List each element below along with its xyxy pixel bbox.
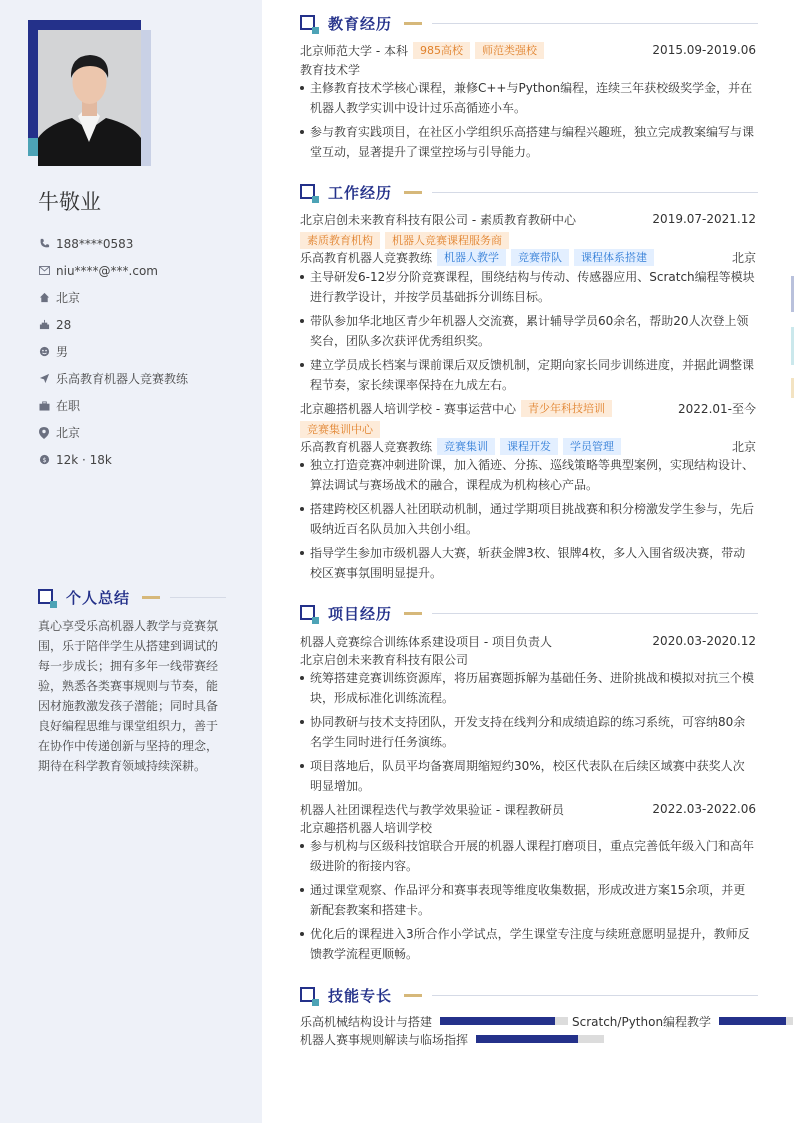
job-bullet: 独立打造竞赛冲刺进阶课，加入循迹、分拣、巡线策略等典型案例，实现结构设计、算法调试与赛场战术的融合，课程成为机构核心产品。: [300, 455, 756, 495]
section-square-icon: [300, 184, 318, 202]
project-bullet: 统筹搭建竞赛训练资源库，将历届赛题拆解为基础任务、进阶挑战和模拟对抗三个模块，形成标准化训练流程。: [300, 668, 756, 708]
job-bullet: 搭建跨校区机器人社团联动机制，通过学期项目挑战赛和积分榜激发学生参与，先后吸纳近百名队员加入共创小组。: [300, 499, 756, 539]
section-gold-accent: [404, 994, 422, 997]
education-date: 2015.09-2019.06: [652, 43, 756, 57]
gender-text: 男: [56, 345, 69, 359]
summary-section-header: [38, 587, 226, 608]
role-tag: 学员管理: [563, 438, 621, 455]
job-bullet: 带队参加华北地区青少年机器人交流赛，累计辅导学员60余名，帮助20人次登上领奖台，团队多次获评优秀组织奖。: [300, 311, 756, 351]
age-text: 28: [56, 317, 72, 332]
company-tag: 竞赛集训中心: [300, 421, 380, 438]
job-date: 2022.01-至今: [678, 401, 756, 416]
job-role-row: [300, 437, 756, 455]
job-target-row: [38, 365, 188, 392]
role-tag: 机器人教学: [437, 249, 506, 266]
project-bullet: 通过课堂观察、作品评分和赛事表现等维度收集数据，形成改进方案15余项，并更新配套教案和搭建卡。: [300, 880, 756, 920]
education-title: 教育经历: [328, 15, 393, 33]
email-text: niu****@***.com: [56, 263, 158, 278]
email-icon: [38, 265, 50, 277]
home-icon: [38, 292, 50, 304]
company-tag: 素质教育机构: [300, 232, 380, 249]
project-bullet: 项目落地后，队员平均备赛周期缩短约30%，校区代表队在后续区域赛中获奖人次明显增加。: [300, 756, 756, 796]
section-divider: [432, 23, 758, 24]
summary-title: 个人总结: [66, 589, 131, 607]
job-role: 乐高教育机器人竞赛教练: [300, 439, 433, 454]
school-tag: 师范类强校: [475, 42, 544, 59]
avatar: [38, 30, 141, 166]
skill-name: 机器人赛事规则解读与临场指挥: [300, 1032, 469, 1047]
skill-item: [300, 1012, 568, 1030]
status-text: 在职: [56, 399, 81, 413]
education-section-header: [300, 13, 758, 34]
gender-icon: [38, 346, 50, 358]
skill-name: Scratch/Python编程教学: [572, 1014, 712, 1029]
section-divider: [170, 597, 226, 598]
section-gold-accent: [142, 596, 160, 599]
project-org: 北京趣搭机器人培训学校: [300, 820, 433, 835]
company-tags-row: [300, 231, 756, 249]
role-tag: 课程体系搭建: [574, 249, 654, 266]
summary-text: 真心享受乐高机器人教学与竞赛氛围，乐于陪伴学生从搭建到调试的每一步成长；拥有多年一线带赛经验，熟悉各类赛事规则与节奏，能因材施教激发孩子潜能；同时具备良好编程思维与课堂组织力，善于在协作中传递创新与坚持的理念，期待在科学教育领域持续深耕。: [38, 619, 219, 773]
project-org: 北京启创未来教育科技有限公司: [300, 652, 469, 667]
project-bullet: 协同教研与技术支持团队，开发支持在线判分和成绩追踪的练习系统，可容纳80余名学生同时进行任务演练。: [300, 712, 756, 752]
phone-text: 188****0583: [56, 236, 134, 251]
company-name: 北京趣搭机器人培训学校 - 赛事运营中心: [300, 401, 516, 416]
skill-bar: [719, 1017, 793, 1025]
phone-row: [38, 230, 188, 257]
project-name: 机器人竞赛综合训练体系建设项目 - 项目负责人: [300, 634, 552, 649]
skill-bar: [440, 1017, 568, 1025]
work-section-header: [300, 182, 758, 203]
target-city-row: [38, 419, 188, 446]
job-bullet: 建立学员成长档案与课前课后双反馈机制，定期向家长同步训练进度，并据此调整课程节奏，家长续课率保持在九成左右。: [300, 355, 756, 395]
skill-bar-fill: [440, 1017, 555, 1025]
school-tag: 985高校: [413, 42, 470, 59]
section-square-icon: [300, 987, 318, 1005]
education-header-row: [300, 41, 756, 59]
section-divider: [432, 192, 758, 193]
job-header-row: [300, 210, 756, 228]
job-date: 2019.07-2021.12: [652, 212, 756, 226]
projects-title: 项目经历: [328, 605, 393, 623]
job-target-text: 乐高教育机器人竞赛教练: [56, 372, 189, 386]
skill-bar: [476, 1035, 604, 1043]
project-name: 机器人社团课程迭代与教学效果验证 - 课程教研员: [300, 802, 564, 817]
cake-icon: [38, 319, 50, 331]
section-square-icon: [300, 15, 318, 33]
skill-item: [572, 1012, 793, 1030]
skills-section-header: [300, 985, 758, 1006]
send-icon: [38, 373, 50, 385]
sidebar: [0, 0, 262, 1123]
company-tag: 机器人竞赛课程服务商: [385, 232, 509, 249]
section-square-icon: [38, 589, 56, 607]
location-pin-icon: [38, 427, 50, 439]
status-row: [38, 392, 188, 419]
education-bullet: 主修教育技术学核心课程，兼修C++与Python编程，连续三年获校级奖学金，并在机器人教学实训中设计过乐高循迹小车。: [300, 78, 756, 118]
skills-title: 技能专长: [328, 987, 393, 1005]
profile-photo-frame: [28, 20, 152, 166]
salary-text: 12k · 18k: [56, 452, 112, 467]
project-header-row: [300, 632, 756, 650]
section-gold-accent: [404, 191, 422, 194]
major-row: [300, 60, 756, 78]
major: 教育技术学: [300, 62, 361, 77]
phone-icon: [38, 238, 50, 250]
job-city: 北京: [731, 439, 756, 454]
education-bullet: 参与教育实践项目，在社区小学组织乐高搭建与编程兴趣班，独立完成教案编写与课堂互动，显著提升了课堂控场与引导能力。: [300, 122, 756, 162]
project-bullet: 参与机构与区级科技馆联合开展的机器人课程打磨项目，重点完善低年级入门和高年级进阶的衔接内容。: [300, 836, 756, 876]
age-row: [38, 311, 188, 338]
project-org-row: [300, 650, 756, 668]
job-role-row: [300, 248, 756, 266]
company-tag: 青少年科技培训: [521, 400, 612, 417]
projects-section-header: [300, 603, 758, 624]
skill-name: 乐高机械结构设计与搭建: [300, 1014, 433, 1029]
skill-item: [300, 1030, 604, 1048]
company-name: 北京启创未来教育科技有限公司 - 素质教育教研中心: [300, 212, 576, 227]
email-row: [38, 257, 188, 284]
briefcase-icon: [38, 400, 50, 412]
residence-row: [38, 284, 188, 311]
svg-text:$: $: [41, 455, 47, 464]
job-role: 乐高教育机器人竞赛教练: [300, 250, 433, 265]
section-gold-accent: [404, 22, 422, 25]
job-bullet: 指导学生参加市级机器人大赛，斩获金牌3枚、银牌4枚，多人入围省级决赛，带动校区赛事氛围明显提升。: [300, 543, 756, 583]
job-header-row: [300, 399, 756, 417]
school-name: 北京师范大学 - 本科: [300, 43, 408, 58]
project-org-row: [300, 818, 756, 836]
project-date: 2020.03-2020.12: [652, 634, 756, 648]
role-tag: 课程开发: [500, 438, 558, 455]
section-gold-accent: [404, 612, 422, 615]
job-city: 北京: [731, 250, 756, 265]
section-divider: [432, 613, 758, 614]
project-header-row: [300, 800, 756, 818]
project-date: 2022.03-2022.06: [652, 802, 756, 816]
job-bullet: 主导研发6-12岁分阶竞赛课程，围绕结构与传动、传感器应用、Scratch编程等模块进行教学设计，并按学员基础拆分训练目标。: [300, 267, 756, 307]
contact-info-list: [38, 230, 188, 473]
company-tags-row: [300, 420, 756, 438]
candidate-name: 牛敬业: [38, 190, 101, 214]
project-bullet: 优化后的课程进入3所合作小学试点，学生课堂专注度与续班意愿明显提升，教师反馈教学流程更顺畅。: [300, 924, 756, 964]
salary-icon: [38, 454, 50, 466]
gender-row: [38, 338, 188, 365]
salary-row: [38, 446, 188, 473]
residence-text: 北京: [56, 291, 81, 305]
role-tag: 竞赛带队: [511, 249, 569, 266]
skill-bar-fill: [476, 1035, 578, 1043]
role-tag: 竞赛集训: [437, 438, 495, 455]
skill-bar-fill: [719, 1017, 786, 1025]
target-city-text: 北京: [56, 426, 81, 440]
work-title: 工作经历: [328, 184, 393, 202]
section-square-icon: [300, 605, 318, 623]
section-divider: [432, 995, 758, 996]
